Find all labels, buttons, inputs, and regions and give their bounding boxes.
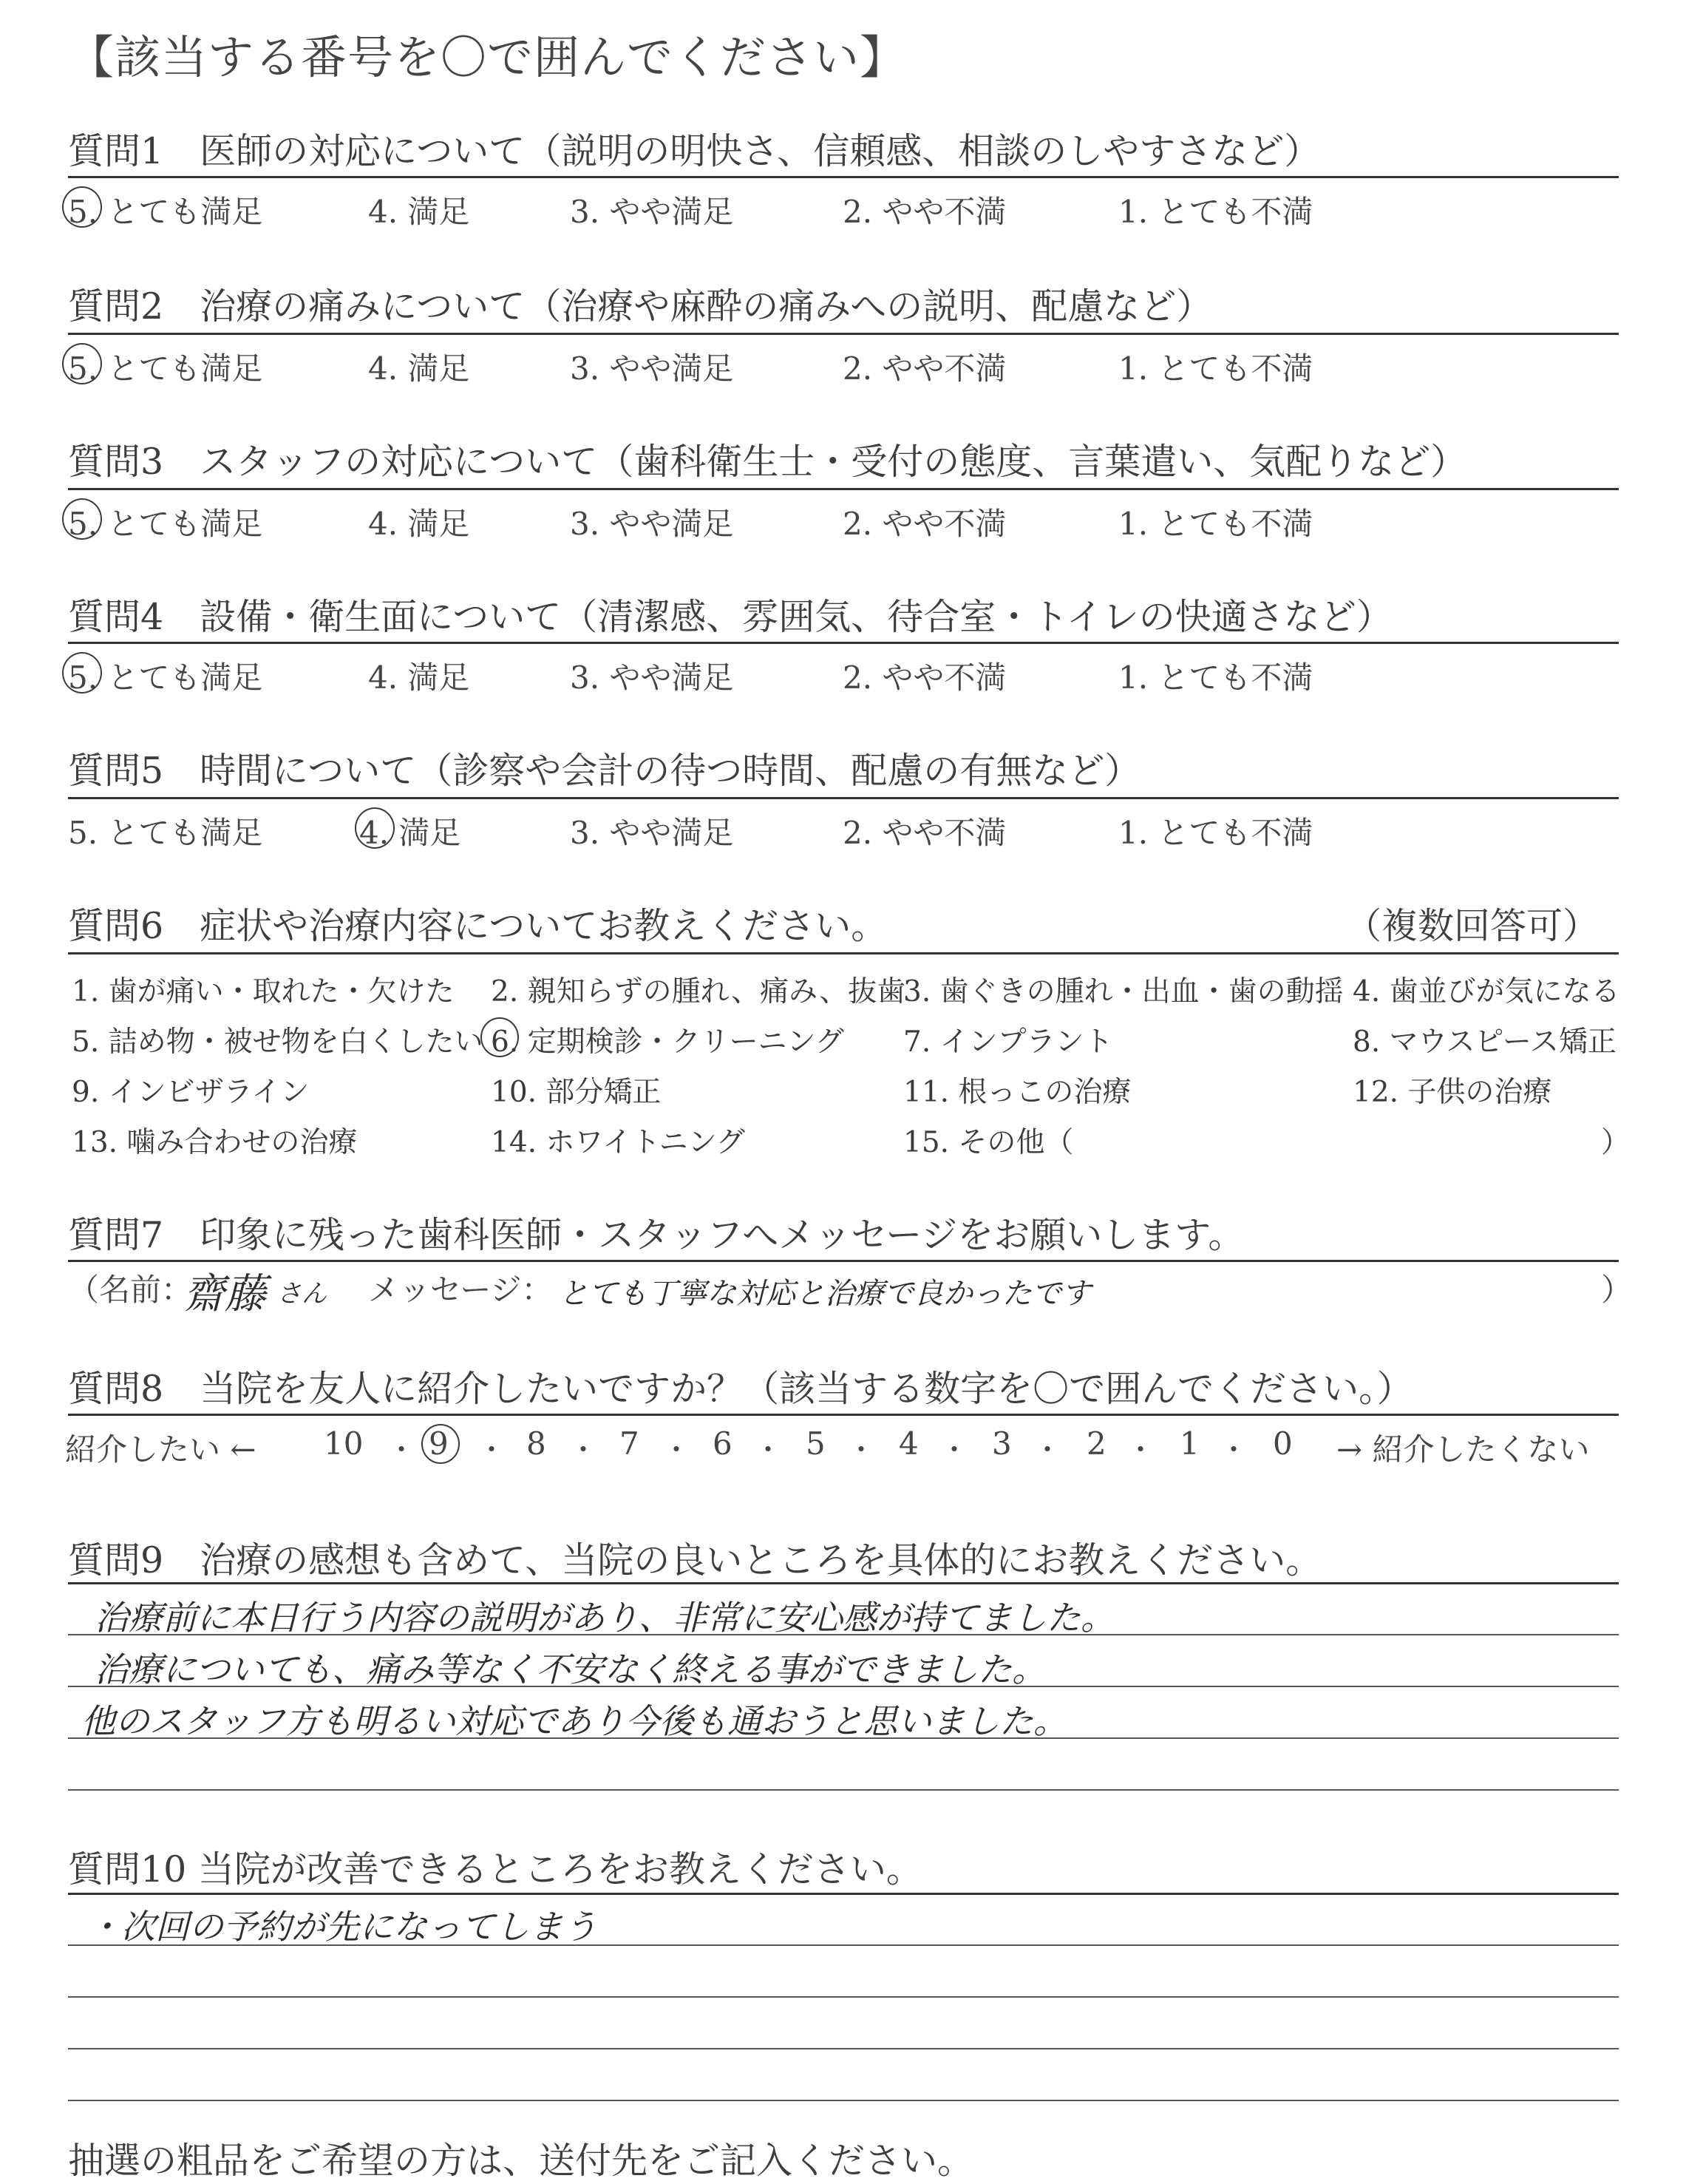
q7-name-value[interactable]: 齋藤 bbox=[183, 1270, 266, 1318]
q6-other-close-paren: ） bbox=[1601, 1126, 1631, 1159]
q8-left-label: 紹介したい ← bbox=[65, 1431, 256, 1468]
q1-option-3[interactable]: 3. やや満足 bbox=[570, 194, 734, 230]
q7-honorific: さん bbox=[276, 1279, 327, 1309]
q8-scale-4[interactable]: 4 bbox=[899, 1425, 919, 1462]
form-header: 【該当する番号を〇で囲んでください】 bbox=[68, 30, 907, 84]
q6-item-9[interactable]: 9. インビザライン bbox=[72, 1076, 310, 1109]
q3-option-2[interactable]: 2. やや不満 bbox=[843, 506, 1007, 542]
q1-option-4[interactable]: 4. 満足 bbox=[368, 194, 470, 230]
question-1-underline bbox=[68, 176, 1619, 178]
q8-separator: ・ bbox=[1033, 1434, 1062, 1466]
q8-scale-5[interactable]: 5 bbox=[806, 1425, 826, 1462]
q8-separator: ・ bbox=[569, 1434, 598, 1466]
question-1-title: 質問1 医師の対応について（説明の明快さ、信頼感、相談のしやすさなど） bbox=[68, 130, 1321, 172]
q8-scale-10[interactable]: 10 bbox=[324, 1425, 364, 1462]
q10-answer-line-1[interactable]: ・次回の予約が先になってしまう bbox=[87, 1907, 597, 1947]
q8-separator: ・ bbox=[477, 1434, 506, 1466]
question-7-underline bbox=[68, 1260, 1619, 1262]
q10-writing-line bbox=[68, 2048, 1619, 2049]
q3-selected-circle bbox=[62, 498, 102, 540]
q8-scale-3[interactable]: 3 bbox=[992, 1425, 1012, 1462]
q6-item-4[interactable]: 4. 歯並びが気になる bbox=[1353, 975, 1620, 1008]
q1-option-5[interactable]: 5. とても満足 bbox=[68, 194, 263, 230]
q7-message-value[interactable]: とても丁寧な対応と治療で良かったです bbox=[559, 1277, 1091, 1311]
q8-scale-1[interactable]: 1 bbox=[1180, 1425, 1200, 1462]
q5-selected-circle bbox=[355, 807, 395, 849]
q4-option-1[interactable]: 1. とても不満 bbox=[1118, 659, 1313, 696]
q2-selected-circle bbox=[62, 343, 102, 384]
question-8-title: 質問8 当院を友人に紹介したいですか？（該当する数字を〇で囲んでください。） bbox=[68, 1368, 1413, 1410]
q7-name-label: （名前： bbox=[68, 1272, 193, 1308]
q8-separator: ・ bbox=[940, 1434, 969, 1466]
q3-option-5[interactable]: 5. とても満足 bbox=[68, 506, 263, 542]
q6-selected-circle bbox=[480, 1017, 519, 1057]
q8-separator: ・ bbox=[1126, 1434, 1155, 1466]
q8-scale-6[interactable]: 6 bbox=[713, 1425, 732, 1462]
q4-option-4[interactable]: 4. 満足 bbox=[368, 659, 470, 696]
q9-writing-line bbox=[68, 1737, 1619, 1739]
q10-writing-line bbox=[68, 1996, 1619, 1998]
q8-scale-0[interactable]: 0 bbox=[1273, 1425, 1293, 1462]
q6-item-5[interactable]: 5. 詰め物・被せ物を白くしたい bbox=[72, 1025, 483, 1059]
q8-separator: ・ bbox=[387, 1434, 416, 1466]
q5-option-2[interactable]: 2. やや不満 bbox=[843, 815, 1007, 851]
question-5-title: 質問5 時間について（診察や会計の待つ時間、配慮の有無など） bbox=[68, 750, 1141, 792]
q8-scale-9[interactable]: 9 bbox=[429, 1425, 449, 1462]
q3-option-1[interactable]: 1. とても不満 bbox=[1118, 506, 1313, 542]
q6-item-2[interactable]: 2. 親知らずの腫れ、痛み、抜歯 bbox=[491, 975, 906, 1008]
q6-item-7[interactable]: 7. インプラント bbox=[903, 1025, 1113, 1059]
q3-option-4[interactable]: 4. 満足 bbox=[368, 506, 470, 542]
q8-scale-2[interactable]: 2 bbox=[1087, 1425, 1107, 1462]
q8-separator: ・ bbox=[754, 1434, 783, 1466]
q7-close-paren: ） bbox=[1601, 1272, 1633, 1308]
q6-item-3[interactable]: 3. 歯ぐきの腫れ・出血・歯の動揺 bbox=[903, 975, 1344, 1008]
q6-item-11[interactable]: 11. 根っこの治療 bbox=[903, 1076, 1132, 1109]
q8-scale-8[interactable]: 8 bbox=[526, 1425, 546, 1462]
question-2-underline bbox=[68, 333, 1619, 335]
question-3-underline bbox=[68, 488, 1619, 490]
footer-partial-text: 抽選の粗品をご希望の方は、送付先をご記入ください。 bbox=[68, 2140, 974, 2182]
q9-writing-line bbox=[68, 1634, 1619, 1635]
q6-item-6[interactable]: 6. 定期検診・クリーニング bbox=[491, 1025, 844, 1059]
q10-writing-line bbox=[68, 1944, 1619, 1946]
question-6-note: （複数回答可） bbox=[1345, 905, 1600, 947]
q3-option-3[interactable]: 3. やや満足 bbox=[570, 506, 734, 542]
q1-option-2[interactable]: 2. やや不満 bbox=[843, 194, 1007, 230]
question-2-title: 質問2 治療の痛みについて（治療や麻酔の痛みへの説明、配慮など） bbox=[68, 285, 1213, 328]
question-9-title: 質問9 治療の感想も含めて、当院の良いところを具体的にお教えください。 bbox=[68, 1539, 1322, 1581]
q5-option-5[interactable]: 5. とても満足 bbox=[68, 815, 263, 851]
q9-writing-line bbox=[68, 1686, 1619, 1687]
q8-selected-circle bbox=[421, 1424, 460, 1464]
q6-item-1[interactable]: 1. 歯が痛い・取れた・欠けた bbox=[72, 975, 455, 1008]
q6-item-10[interactable]: 10. 部分矯正 bbox=[491, 1076, 662, 1109]
q9-answer-line-2[interactable]: 治療についても、痛み等なく不安なく終える事ができました。 bbox=[95, 1649, 1047, 1689]
q2-option-5[interactable]: 5. とても満足 bbox=[68, 350, 263, 387]
q4-selected-circle bbox=[62, 652, 102, 693]
q1-selected-circle bbox=[62, 186, 102, 228]
question-9-underline bbox=[68, 1582, 1619, 1584]
q2-option-3[interactable]: 3. やや満足 bbox=[570, 350, 734, 387]
q8-right-label: → 紹介したくない bbox=[1336, 1431, 1590, 1468]
q6-item-13[interactable]: 13. 噛み合わせの治療 bbox=[72, 1126, 358, 1159]
q6-item-12[interactable]: 12. 子供の治療 bbox=[1353, 1076, 1552, 1109]
q6-item-8[interactable]: 8. マウスピース矯正 bbox=[1353, 1025, 1617, 1059]
question-5-underline bbox=[68, 797, 1619, 799]
q8-separator: ・ bbox=[662, 1434, 691, 1466]
q4-option-5[interactable]: 5. とても満足 bbox=[68, 659, 263, 696]
q1-option-1[interactable]: 1. とても不満 bbox=[1118, 194, 1313, 230]
q4-option-2[interactable]: 2. やや不満 bbox=[843, 659, 1007, 696]
q9-answer-line-3[interactable]: 他のスタッフ方も明るい対応であり今後も通おうと思いました。 bbox=[81, 1701, 1067, 1741]
q6-item-14[interactable]: 14. ホワイトニング bbox=[491, 1126, 745, 1159]
q5-option-3[interactable]: 3. やや満足 bbox=[570, 815, 734, 851]
question-7-title: 質問7 印象に残った歯科医師・スタッフへメッセージをお願いします。 bbox=[68, 1214, 1245, 1256]
q10-writing-line bbox=[68, 2100, 1619, 2101]
question-10-title: 質問10 当院が改善できるところをお教えください。 bbox=[68, 1848, 922, 1890]
question-10-underline bbox=[68, 1893, 1619, 1895]
q6-item-15[interactable]: 15. その他（ bbox=[903, 1126, 1074, 1159]
question-4-underline bbox=[68, 642, 1619, 644]
q4-option-3[interactable]: 3. やや満足 bbox=[570, 659, 734, 696]
question-4-title: 質問4 設備・衛生面について（清潔感、雰囲気、待合室・トイレの快適さなど） bbox=[68, 596, 1393, 638]
q2-option-2[interactable]: 2. やや不満 bbox=[843, 350, 1007, 387]
q2-option-1[interactable]: 1. とても不満 bbox=[1118, 350, 1313, 387]
question-6-underline bbox=[68, 952, 1619, 954]
q2-option-4[interactable]: 4. 満足 bbox=[368, 350, 470, 387]
question-8-underline bbox=[68, 1414, 1619, 1416]
q5-option-1[interactable]: 1. とても不満 bbox=[1118, 815, 1313, 851]
q9-answer-line-1[interactable]: 治療前に本日行う内容の説明があり、非常に安心感が持てました。 bbox=[95, 1598, 1115, 1638]
q8-separator: ・ bbox=[847, 1434, 876, 1466]
q5-option-4[interactable]: 4. 満足 bbox=[359, 815, 461, 851]
q7-message-label: メッセージ： bbox=[368, 1272, 553, 1308]
question-3-title: 質問3 スタッフの対応について（歯科衛生士・受付の態度、言葉遣い、気配りなど） bbox=[68, 441, 1467, 483]
q9-writing-line bbox=[68, 1789, 1619, 1791]
q8-separator: ・ bbox=[1220, 1434, 1248, 1466]
question-6-title: 質問6 症状や治療内容についてお教えください。 bbox=[68, 905, 888, 947]
q8-scale-7[interactable]: 7 bbox=[619, 1425, 639, 1462]
